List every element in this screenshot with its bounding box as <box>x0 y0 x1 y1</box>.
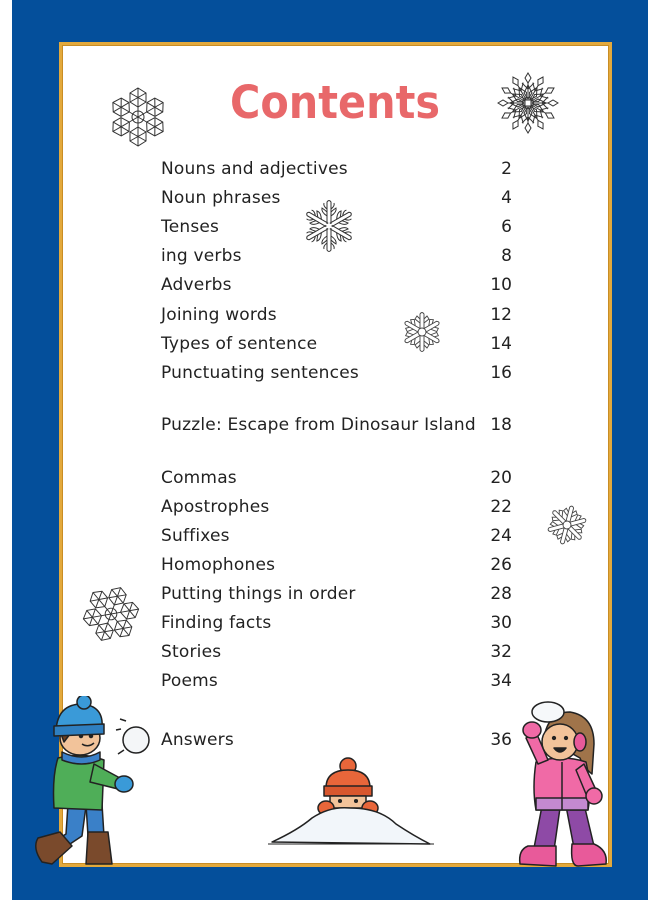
toc-entry-page: 4 <box>501 187 512 208</box>
toc-entry-page: 2 <box>501 158 512 179</box>
toc-entry[interactable] <box>161 521 512 550</box>
toc-entry-page: 18 <box>490 414 512 435</box>
toc-entry-label: Putting things in order <box>161 583 356 604</box>
toc-entry-label: Commas <box>161 467 237 488</box>
toc-entry[interactable] <box>161 358 512 387</box>
child-behind-snow-mound-illustration <box>268 756 434 852</box>
toc-entry-label: Poems <box>161 670 218 691</box>
toc-entry-page: 30 <box>490 612 512 633</box>
toc-entry-label: Nouns and adjectives <box>161 158 348 179</box>
toc-entry-label: Suffixes <box>161 525 230 546</box>
toc-entry[interactable] <box>161 410 512 439</box>
toc-entry-page: 32 <box>490 641 512 662</box>
toc-entry[interactable] <box>161 300 512 329</box>
toc-entry-label: Stories <box>161 641 222 662</box>
toc-entry-label: Types of sentence <box>161 333 318 354</box>
toc-entry-page: 12 <box>490 304 512 325</box>
toc-entry[interactable] <box>161 212 512 241</box>
toc-entry[interactable] <box>161 550 512 579</box>
toc-entry-page: 14 <box>490 333 512 354</box>
toc-entry[interactable] <box>161 183 512 212</box>
toc-entry-label: Puzzle: Escape from Dinosaur Island <box>161 414 476 435</box>
toc-entry[interactable] <box>161 463 512 492</box>
toc-entry[interactable] <box>161 241 512 270</box>
toc-entry-label: Adverbs <box>161 274 232 295</box>
toc-entry-page: 16 <box>490 362 512 383</box>
toc-entry-page: 36 <box>490 729 512 750</box>
toc-entry-page: 34 <box>490 670 512 691</box>
toc-entry-page: 8 <box>501 245 512 266</box>
toc-entry-page: 22 <box>490 496 512 517</box>
toc-entry-label: Apostrophes <box>161 496 270 517</box>
toc-entry-label: Tenses <box>161 216 220 237</box>
snowflake-icon <box>496 71 560 135</box>
toc-entry[interactable] <box>161 154 512 183</box>
toc-entry-page: 10 <box>490 274 512 295</box>
toc-entry-page: 26 <box>490 554 512 575</box>
toc-entry-label: Finding facts <box>161 612 272 633</box>
toc-entry-label: Joining words <box>161 304 277 325</box>
toc-entry-page: 6 <box>501 216 512 237</box>
page-title: Contents <box>229 76 441 129</box>
toc-entry-label: Noun phrases <box>161 187 281 208</box>
toc-entry[interactable] <box>161 270 512 299</box>
toc-entry-label: Punctuating sentences <box>161 362 359 383</box>
toc-entry[interactable] <box>161 579 512 608</box>
toc-entry[interactable] <box>161 329 512 358</box>
toc-entry-label: Answers <box>161 729 234 750</box>
snowflake-icon <box>545 504 589 546</box>
toc-entry-page: 28 <box>490 583 512 604</box>
toc-entry[interactable] <box>161 492 512 521</box>
snowflake-icon <box>80 584 142 644</box>
girl-with-snowball-illustration <box>514 698 610 876</box>
toc-entry[interactable] <box>161 725 512 754</box>
toc-entry[interactable] <box>161 608 512 637</box>
toc-entry[interactable] <box>161 637 512 666</box>
toc-entry-page: 20 <box>490 467 512 488</box>
toc-entry-label: ing verbs <box>161 245 242 266</box>
toc-entry-label: Homophones <box>161 554 276 575</box>
snowflake-icon <box>106 86 170 148</box>
boy-throwing-snowball-illustration <box>28 696 158 876</box>
toc-entry[interactable] <box>161 666 512 695</box>
toc-entry-page: 24 <box>490 525 512 546</box>
